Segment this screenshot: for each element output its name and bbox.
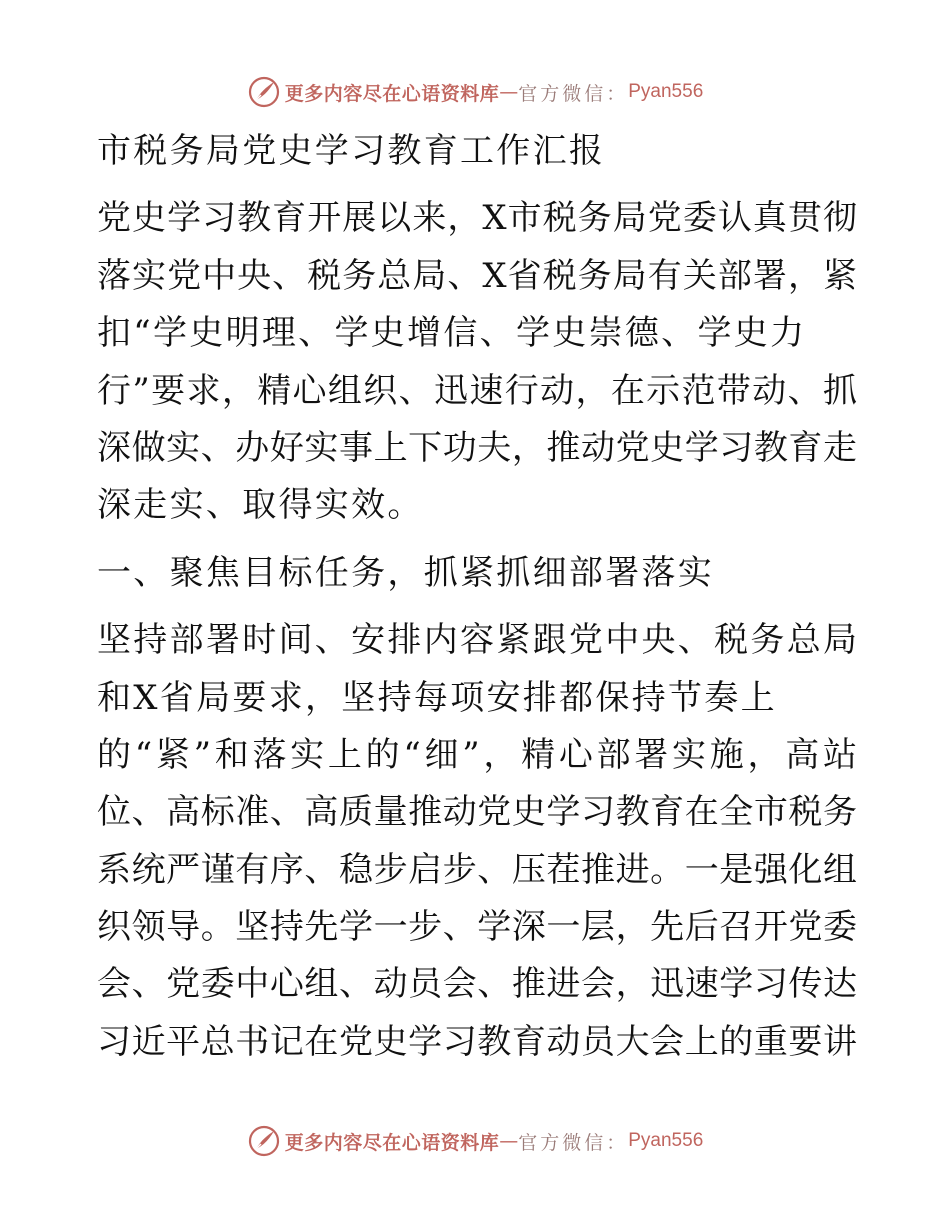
paragraph-line: 习近平总书记在党史学习教育动员大会上的重要讲 [97,1021,857,1062]
paragraph-line: 和X省局要求，坚持每项安排都保持节奏上 [97,677,777,718]
paragraph-line: 深走实、取得实效。 [97,485,424,526]
paragraph-line: 会、党委中心组、动员会、推进会，迅速学习传达 [97,964,857,1005]
watermark-label: 官方微信： [518,82,629,105]
footer-watermark [0,1121,950,1161]
header-watermark [0,72,950,112]
section-heading: 一、聚焦目标任务，抓紧抓细部署落实 [97,552,715,593]
watermark-brand: 更多内容尽在心语资料库 [284,1131,500,1154]
watermark-dash: — [499,81,519,103]
paragraph-line: 党史学习教育开展以来，X市税务局党委认真贯彻 [97,198,857,239]
document-body [97,123,857,1071]
paragraph-line: 扣“学史明理、学史增信、学史崇德、学史力 [97,313,807,354]
watermark-handle: Pyan556 [628,1130,704,1151]
watermark-label: 官方微信： [518,1131,629,1154]
quill-circle-icon [247,75,281,109]
document-title: 市税务局党史学习教育工作汇报 [97,131,606,171]
paragraph-line: 织领导。坚持先学一步、学深一层，先后召开党委 [97,907,857,948]
paragraph-line: 的“紧”和落实上的“细”，精心部署实施，高站 [97,734,857,775]
quill-circle-icon [247,1124,281,1158]
paragraph-line: 系统严谨有序、稳步启步、压茬推进。一是强化组 [97,849,857,890]
watermark-brand: 更多内容尽在心语资料库 [284,82,500,105]
paragraph-2 [97,612,857,1071]
paragraph-line: 落实党中央、税务总局、X省税务局有关部署，紧 [97,255,857,296]
paragraph-line: 深做实、办好实事上下功夫，推动党史学习教育走 [97,427,857,468]
paragraph-line: 位、高标准、高质量推动党史学习教育在全市税务 [97,792,857,833]
watermark-dash: — [499,1130,519,1152]
paragraph-line: 坚持部署时间、安排内容紧跟党中央、税务总局 [97,620,857,661]
paragraph-1 [97,190,857,534]
paragraph-line: 行”要求，精心组织、迅速行动，在示范带动、抓 [97,370,857,411]
watermark-handle: Pyan556 [628,81,704,102]
